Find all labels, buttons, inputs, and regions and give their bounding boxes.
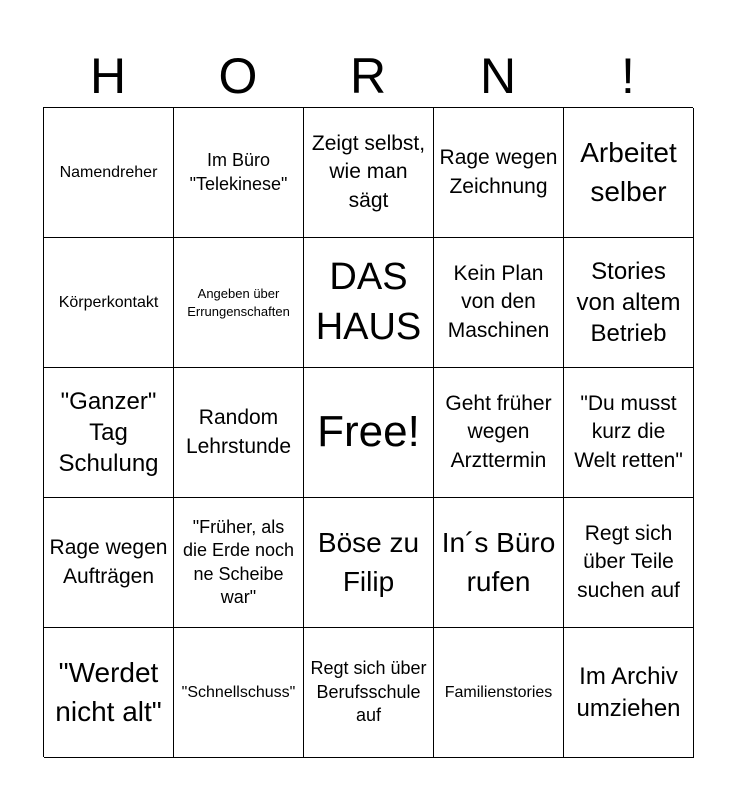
bingo-cell-r3-c4[interactable]: Geht früher wegen Arzttermin bbox=[434, 368, 564, 498]
bingo-cell-r1-c3[interactable]: Zeigt selbst, wie man sägt bbox=[304, 108, 434, 238]
bingo-board bbox=[43, 107, 693, 757]
bingo-cell-r5-c5[interactable]: Im Archiv umziehen bbox=[564, 628, 694, 758]
header-letter-exclamation: ! bbox=[621, 48, 635, 104]
bingo-cell-r1-c5[interactable]: Arbeitet selber bbox=[564, 108, 694, 238]
bingo-header bbox=[43, 44, 693, 108]
header-letter-o: O bbox=[218, 48, 258, 104]
bingo-cell-r4-c2[interactable]: "Früher, als die Erde noch ne Scheibe war" bbox=[174, 498, 304, 628]
bingo-cell-r5-c1[interactable]: "Werdet nicht alt" bbox=[44, 628, 174, 758]
bingo-cell-free[interactable]: Free! bbox=[304, 368, 434, 498]
bingo-cell-r4-c1[interactable]: Rage wegen Aufträgen bbox=[44, 498, 174, 628]
bingo-cell-r1-c2[interactable]: Im Büro "Telekinese" bbox=[174, 108, 304, 238]
bingo-cell-r4-c5[interactable]: Regt sich über Teile suchen auf bbox=[564, 498, 694, 628]
bingo-cell-r1-c1[interactable]: Namendreher bbox=[44, 108, 174, 238]
header-letter-n: N bbox=[479, 48, 517, 104]
bingo-cell-r3-c2[interactable]: Random Lehrstunde bbox=[174, 368, 304, 498]
bingo-cell-r2-c1[interactable]: Körperkontakt bbox=[44, 238, 174, 368]
bingo-cell-r2-c5[interactable]: Stories von altem Betrieb bbox=[564, 238, 694, 368]
bingo-cell-r5-c4[interactable]: Familienstories bbox=[434, 628, 564, 758]
header-letter-h: H bbox=[89, 48, 127, 104]
bingo-cell-r5-c2[interactable]: "Schnellschuss" bbox=[174, 628, 304, 758]
bingo-cell-r1-c4[interactable]: Rage wegen Zeichnung bbox=[434, 108, 564, 238]
bingo-cell-r5-c3[interactable]: Regt sich über Berufsschule auf bbox=[304, 628, 434, 758]
bingo-cell-r2-c3[interactable]: DAS HAUS bbox=[304, 238, 434, 368]
header-letter-r: R bbox=[349, 48, 387, 104]
bingo-cell-r4-c4[interactable]: In´s Büro rufen bbox=[434, 498, 564, 628]
bingo-cell-r4-c3[interactable]: Böse zu Filip bbox=[304, 498, 434, 628]
bingo-cell-r3-c5[interactable]: "Du musst kurz die Welt retten" bbox=[564, 368, 694, 498]
bingo-cell-r3-c1[interactable]: "Ganzer" Tag Schulung bbox=[44, 368, 174, 498]
bingo-cell-r2-c4[interactable]: Kein Plan von den Maschinen bbox=[434, 238, 564, 368]
bingo-cell-r2-c2[interactable]: Angeben über Errungenschaften bbox=[174, 238, 304, 368]
